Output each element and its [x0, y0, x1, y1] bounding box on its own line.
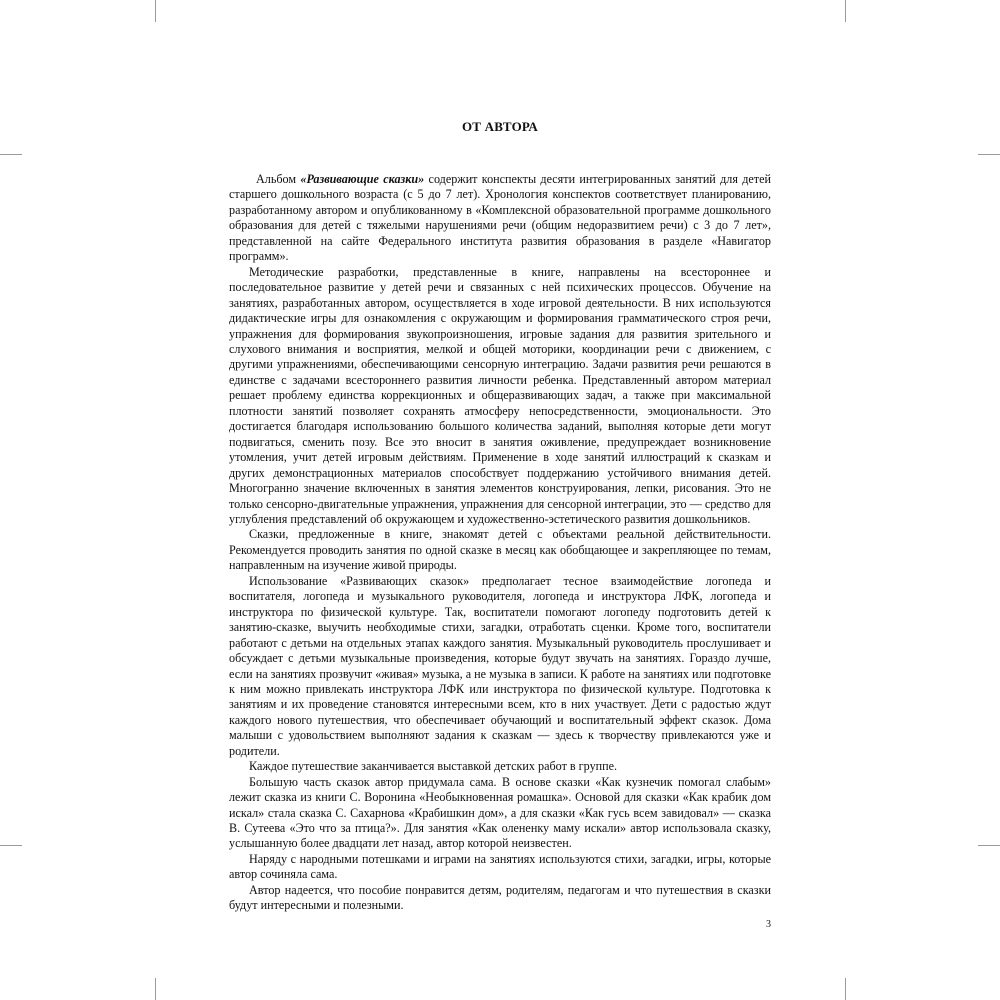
- paragraph: Каждое путешествие заканчивается выставкой детских работ в группе.: [249, 759, 618, 774]
- page-number: 3: [766, 919, 771, 930]
- paragraph: Методические разработки, представленные в книге, направлены на всестороннее и последовательное развитие у детей речи и связанных с ней психических процессов. Обучение на занятиях, разработанных автором, осуществляется в ходе игровой деятельности. В них используются дидактические игры для ознакомления с окружающим и формирования грамматического строя речи, упражнения для формирования звукопроизношения, игровые задания для развития зрительного и слухового внимания и восприятия, мелкой и общей моторики, координации речи с движением, с другими упражнениями, обеспечивающими сенсорную интеграцию. Задачи развития речи решаются в единстве с задачами всестороннего развития личности ребенка. Представленный автором материал решает проблему единства коррекционных и общеразвивающих задач, а также при максимальной плотности занятий позволяет сохранять атмосферу непосредственности, эмоциональности. Это достигается благодаря использованию большого количества заданий, выполняя которые дети могут подвигаться, сменить позу. Все это вносит в занятия оживление, предупреждает возникновение утомления, учит детей игровым действиям. Применение в ходе занятий иллюстраций к сказкам и других демонстрационных материалов способствует поддержанию устойчивого внимания детей. Многогранно значение включенных в занятия элементов конструирования, лепки, рисования. Это не только сенсорно-двигательные упражнения, упражнения для сенсорной интеграции, это — средство для углубления представлений об окружающем и художественно-эстетического развития дошкольников.: [229, 264, 771, 526]
- paragraph-text: содержит конспекты десяти интегрированных занятий для детей старшего дошкольного возраста (с 5 до 7 лет). Хронология конспектов соответствует планированию, разработанному автором и опубликованному в «Комплексной образовательной программе дошкольного образования для детей с тяжелыми нарушениями речи (общим недоразвитием речи) с 3 до 7 лет», представленной на сайте Федерального института развития образования в разделе «Навигатор программ».: [229, 172, 771, 264]
- crop-mark: [155, 978, 156, 1000]
- crop-mark: [978, 845, 1000, 846]
- paragraph: Автор надеется, что пособие понравится детям, родителям, педагогам и что путешествия в сказки будут интересными и полезными.: [229, 882, 771, 913]
- crop-mark: [0, 845, 22, 846]
- paragraph-lead: Альбом: [256, 172, 301, 186]
- body-text: [229, 172, 771, 914]
- paragraph: Большую часть сказок автор придумала сама. В основе сказки «Как кузнечик помогал слабым» лежит сказка из книги С. Воронина «Необыкновенная ромашка». Основой для сказки «Как крабик дом искал» стала сказка С. Сахарнова «Крабишкин дом», а для сказки «Как гусь всем завидовал» — сказка В. Сутеева «Это что за птица?». Для занятия «Как олененку маму искали» автор использовала сказку, услышанную более двадцати лет назад, автор которой неизвестен.: [229, 774, 771, 851]
- crop-mark: [155, 0, 156, 22]
- paragraph: [229, 172, 771, 265]
- crop-mark: [978, 154, 1000, 155]
- crop-mark: [845, 978, 846, 1000]
- album-title-emphasis: «Развивающие сказки»: [300, 172, 425, 186]
- paragraph: Использование «Развивающих сказок» предполагает тесное взаимодействие логопеда и воспитателя, логопеда и музыкального руководителя, логопеда и инструктора ЛФК, логопеда и инструктора по физической культуре. Так, воспитатели помогают логопеду подготовить детей к занятию-сказке, выучить необходимые стихи, загадки, отработать сценки. Кроме того, воспитатели работают с детьми на отдельных этапах каждого занятия. Музыкальный руководитель прослушивает и обсуждает с детьми музыкальные произведения, которые будут звучать на занятиях. Гораздо лучше, если на занятиях прозвучит «живая» музыка, а не музыка в записи. К работе на занятиях или подготовке к ним можно привлекать инструктора ЛФК или инструктора по физической культуре. Подготовка к занятиям и их проведение становятся интересными всем, кто в них участвует. Дети с радостью ждут каждого нового путешествия, что обеспечивает обучающий и воспитательный эффект сказок. Дома малыши с удовольствием выполняют задания к сказкам — здесь к творчеству привлекаются уже и родители.: [229, 573, 771, 758]
- page-title: ОТ АВТОРА: [462, 119, 538, 134]
- crop-mark: [0, 154, 22, 155]
- paragraph: Наряду с народными потешками и играми на занятиях используются стихи, загадки, игры, которые автор сочиняла сама.: [229, 851, 771, 882]
- paragraph: Сказки, предложенные в книге, знакомят детей с объектами реальной действительности. Рекомендуется проводить занятия по одной сказке в месяц как обобщающее и закрепляющее по темам, направленным на изучение живой природы.: [229, 527, 771, 573]
- crop-mark: [845, 0, 846, 22]
